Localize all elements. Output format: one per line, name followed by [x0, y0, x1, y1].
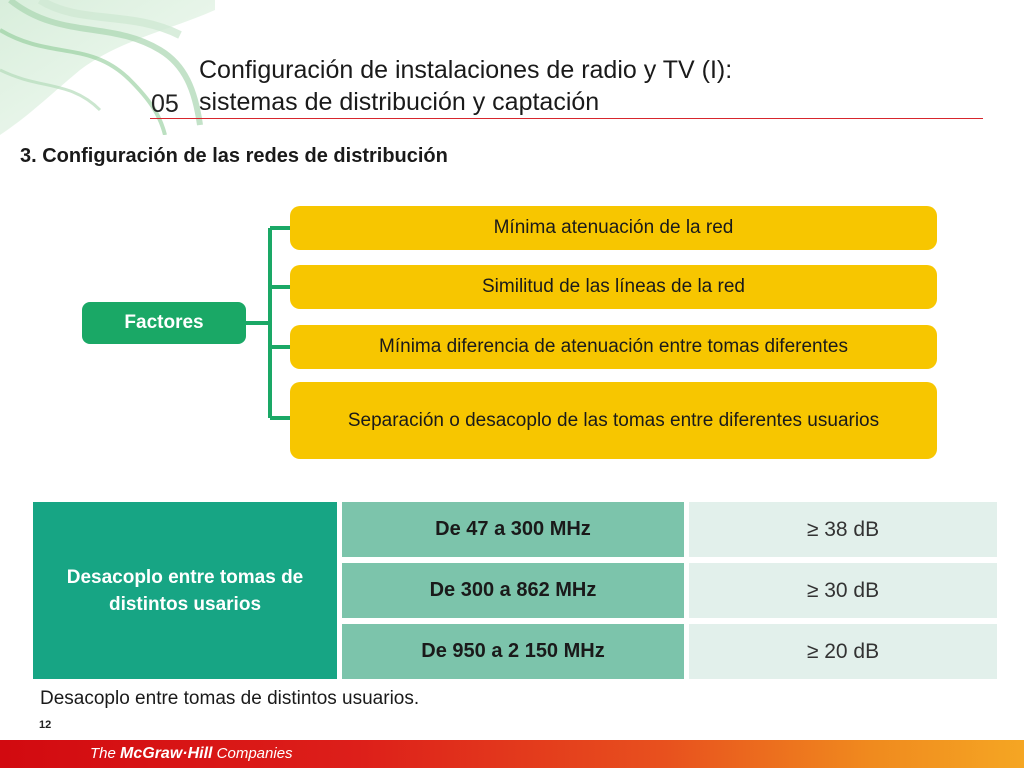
table-range-cell: De 950 a 2 150 MHz	[342, 624, 684, 679]
factor-minimal-outlet-attenuation-difference	[290, 325, 937, 369]
section-heading: 3. Configuración de las redes de distribución	[20, 145, 448, 167]
logo-suffix: Companies	[216, 745, 293, 762]
factor-line-similarity	[290, 265, 937, 309]
factor-label: Separación o desacoplo de las tomas entre diferentes usuarios	[347, 409, 880, 431]
table-header-cell: Desacoplo entre tomas de distintos usarios	[33, 502, 337, 679]
factor-label: Mínima atenuación de la red	[493, 217, 734, 238]
chapter-number: 05	[151, 90, 179, 118]
table-value-cell: ≥ 20 dB	[689, 624, 997, 679]
factor-label: Mínima diferencia de atenuación entre tomas diferentes	[379, 336, 848, 357]
title-line-1: Configuración de instalaciones de radio y TV (I):	[199, 56, 733, 84]
logo-brand: McGraw·Hill	[120, 745, 213, 762]
title-line-2: sistemas de distribución y captación	[199, 88, 600, 116]
publisher-logo	[90, 745, 293, 763]
factor-label: Similitud de las líneas de la red	[482, 276, 745, 297]
table-value-cell: ≥ 30 dB	[689, 563, 997, 618]
table-caption: Desacoplo entre tomas de distintos usuarios.	[40, 688, 420, 709]
table-range-cell: De 300 a 862 MHz	[342, 563, 684, 618]
table-range-cell: De 47 a 300 MHz	[342, 502, 684, 557]
factor-outlet-decoupling	[290, 382, 937, 459]
table-value-cell: ≥ 38 dB	[689, 502, 997, 557]
decoupling-table	[33, 502, 997, 679]
factors-root-box: Factores	[82, 302, 246, 344]
factor-minimal-network-attenuation	[290, 206, 937, 250]
logo-prefix: The	[90, 745, 116, 762]
page-number: 12	[39, 719, 52, 731]
